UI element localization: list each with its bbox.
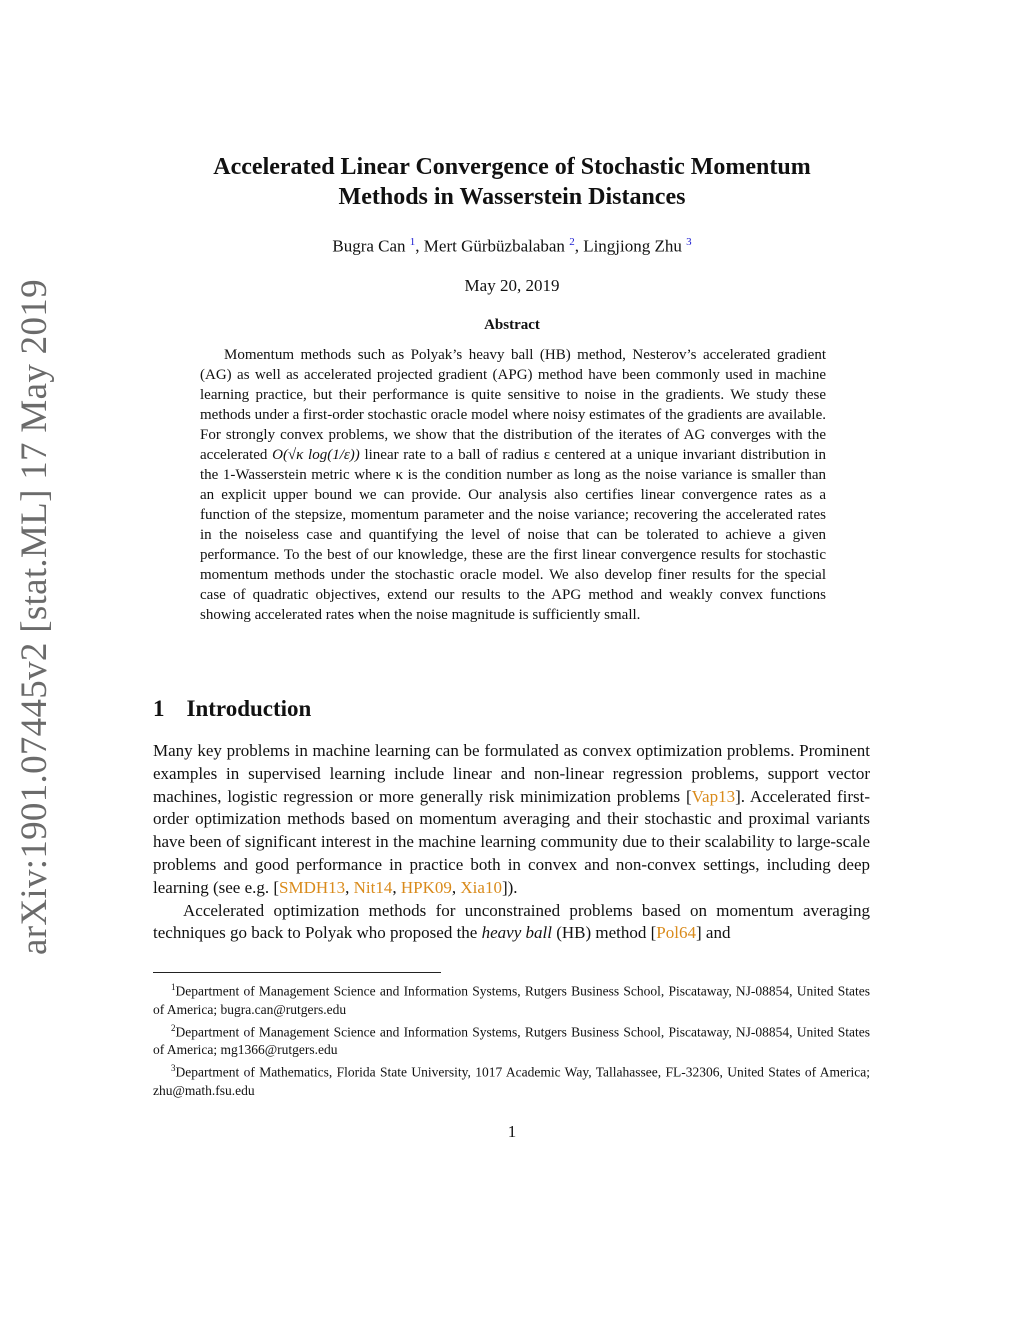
citation-separator: , xyxy=(392,877,401,897)
footnote-1 xyxy=(153,978,870,1019)
citation-link-hpk09[interactable]: HPK09 xyxy=(400,877,452,897)
abstract-text xyxy=(200,345,826,625)
footnote-divider xyxy=(153,972,441,973)
intro-text: Accelerated optimization methods for unconstrained problems based on momentum averaging techniques go back to Polyak who proposed the xyxy=(153,900,870,943)
citation-link-xia10[interactable]: Xia10 xyxy=(460,877,502,897)
footnote-text: Department of Management Science and Information Systems, Rutgers Business School, Piscataway, NJ-08854, United States of America; mg1366@rutgers.edu xyxy=(153,1024,870,1057)
author-name: Lingjiong Zhu xyxy=(583,236,682,256)
section-title: Introduction xyxy=(186,696,312,721)
convergence-rate-formula: O(√κ log(1/ε)) xyxy=(272,447,360,463)
author-list xyxy=(150,230,874,259)
abstract-heading: Abstract xyxy=(484,317,540,333)
section-number: 1 xyxy=(153,696,165,721)
author-affiliation-mark[interactable]: 3 xyxy=(686,236,692,248)
introduction-body xyxy=(153,740,870,945)
paper-title-line-2: Methods in Wasserstein Distances xyxy=(338,184,686,210)
abstract-text-part-1: Momentum methods such as Polyak’s heavy ball (HB) method, Nesterov’s accelerated gradient (AG) as well as accelerated projected gradient (APG) method have been commonly used in machine learning practice, but their performance is quite sensitive to noise in the gradients. We study these methods under a first-order stochastic oracle model where noisy estimates of the gradients are available. For strongly convex problems, we show that the distribution of the iterates of AG converges with the accelerated xyxy=(200,347,826,463)
author-separator: , xyxy=(574,236,584,256)
citation-separator: , xyxy=(451,877,461,897)
arxiv-identifier-stamp: arXiv:1901.07445v2 [stat.ML] 17 May 2019 xyxy=(14,279,55,955)
citation-link-pol64[interactable]: Pol64 xyxy=(656,923,696,943)
section-heading-introduction xyxy=(153,694,311,724)
footnote-mark: 2 xyxy=(171,1022,176,1033)
author-affiliation-mark[interactable]: 1 xyxy=(409,236,416,248)
author-affiliation-mark[interactable]: 2 xyxy=(569,236,575,248)
abstract-text-part-2: linear rate to a ball of radius ε centered at a unique invariant distribution in the 1-Wasserstein metric where κ is the condition number as long as the noise variance is smaller than an explicit upper bound we can provide. Our analysis also certifies linear convergence rates as a function of the stepsize, momentum parameter and the noise variance; recovering the accelerated rates in the noiseless case and quantifying the level of noise that can be tolerated to achieve a given performance. To the best of our knowledge, these are the first linear convergence results for stochastic momentum methods under the stochastic oracle model. We also develop finer results for the special case of quadratic objectives, extend our results to the APG method and weakly convex functions showing accelerated rates when the noise magnitude is sufficiently small. xyxy=(200,447,826,623)
intro-text: ]. Accelerated first-order optimization methods based on momentum averaging and their stochastic and proximal variants have been of significant interest in the machine learning community due to their scalability to large-scale problems and good performance in practice both in convex and non-convex settings, including deep learning (see e.g. [ xyxy=(153,786,870,897)
footnote-mark: 1 xyxy=(171,982,176,992)
citation-link-nit14[interactable]: Nit14 xyxy=(353,877,393,897)
intro-paragraph-2 xyxy=(153,900,870,946)
intro-paragraph-1 xyxy=(153,740,870,900)
citation-link-vap13[interactable]: Vap13 xyxy=(691,786,736,806)
intro-text: Many key problems in machine learning can be formulated as convex optimization problems. Prominent examples in supervised learning include linear and non-linear regression problems, support vector machines, logistic regression or more generally risk minimization problems [ xyxy=(153,741,870,806)
intro-text: ]). xyxy=(501,877,518,897)
footnotes xyxy=(153,978,870,1100)
emphasis-heavy-ball: heavy ball xyxy=(481,923,552,943)
paper-date: May 20, 2019 xyxy=(464,276,560,295)
author-name: Mert Gürbüzbalaban xyxy=(423,236,565,256)
citation-separator: , xyxy=(345,877,354,897)
footnote-3 xyxy=(153,1059,870,1100)
author-separator: , xyxy=(415,236,424,256)
footnote-text: Department of Management Science and Information Systems, Rutgers Business School, Piscataway, NJ-08854, United States of America; bugra.can@rutgers.edu xyxy=(153,983,870,1017)
footnote-mark: 3 xyxy=(171,1063,176,1073)
paper-title-line-1: Accelerated Linear Convergence of Stochastic Momentum xyxy=(213,154,811,180)
citation-link-smdh13[interactable]: SMDH13 xyxy=(279,877,346,897)
paper-title xyxy=(150,152,874,212)
page-number: 1 xyxy=(507,1122,517,1141)
footnote-2 xyxy=(153,1019,870,1060)
intro-text: (HB) method [ xyxy=(551,923,657,943)
intro-text: ] and xyxy=(695,923,731,943)
footnote-text: Department of Mathematics, Florida State University, 1017 Academic Way, Tallahassee, FL-32306, United States of America; zhu@math.fsu.edu xyxy=(153,1064,870,1098)
author-name: Bugra Can xyxy=(332,236,406,256)
